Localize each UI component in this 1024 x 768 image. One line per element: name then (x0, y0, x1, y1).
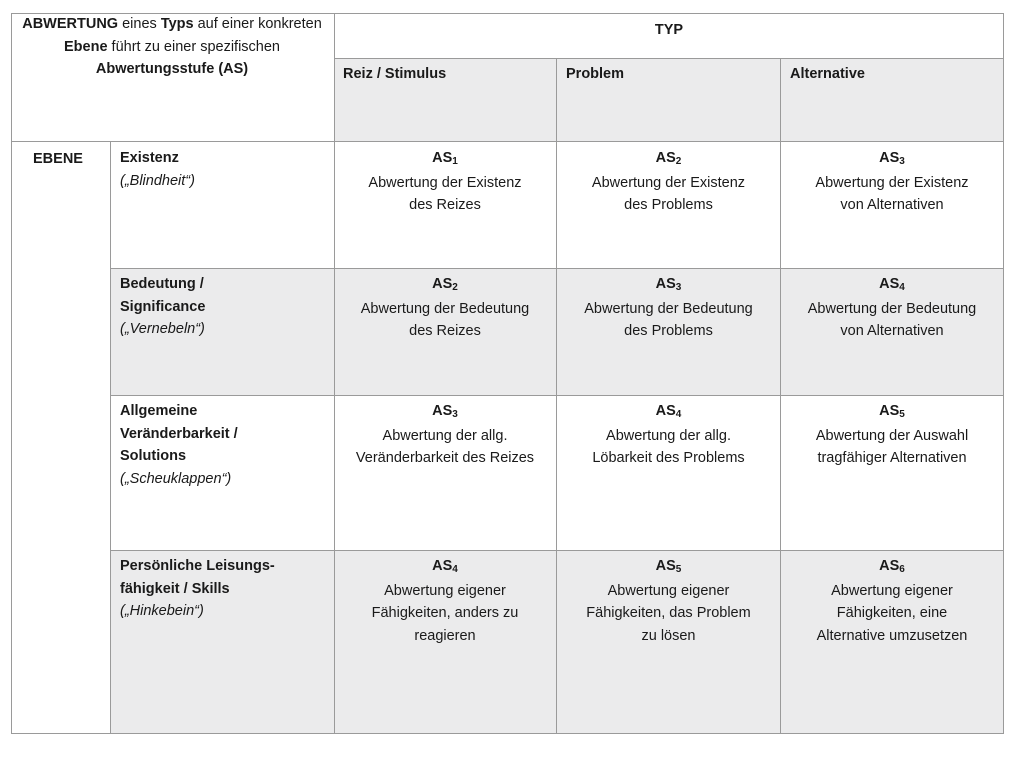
row-label-skills: Persönliche Leisungs- fähigkeit / Skills („Hinkebein“) (120, 558, 275, 619)
column-header-reiz: Reiz / Stimulus (343, 66, 447, 82)
cell-existenz-reiz: $AS_1$ Abwertung der Existenz des Reizes (368, 150, 522, 213)
cell-existenz-alternative: $AS_3$ Abwertung der Existenz von Alternativen (815, 150, 969, 213)
cell-skills-problem: $AS_5$ Abwertung eigener Fähigkeiten, das Problem zu lösen (586, 558, 751, 644)
row-label-bedeutung: Bedeutung / Significance („Vernebeln“) (120, 276, 206, 337)
cell-skills-alternative: $AS_6$ Abwertung eigener Fähigkeiten, eine Alternative umzusetzen (816, 558, 968, 644)
cell-veraenderbarkeit-reiz: $AS_3$ Abwertung der allg. Veränderbarkeit des Reizes (355, 403, 535, 466)
column-header-alternative: Alternative (790, 66, 865, 82)
column-header-problem: Problem (566, 66, 625, 82)
cell-veraenderbarkeit-alternative: $AS_5$ Abwertung der Auswahl tragfähiger Alternativen (815, 403, 969, 466)
cell-existenz-problem: $AS_2$ Abwertung der Existenz des Problems (591, 150, 746, 213)
cell-bedeutung-alternative: $AS_4$ Abwertung der Bedeutung von Alternativen (807, 276, 977, 339)
ebene-header: EBENE (33, 151, 83, 167)
cell-bedeutung-reiz: $AS_2$ Abwertung der Bedeutung des Reizes (360, 276, 530, 339)
table-description: ABWERTUNG eines Typs auf einer konkreten Ebene führt zu einer spezifischen Abwertungsstufe (AS) (22, 16, 322, 77)
cell-veraenderbarkeit-problem: $AS_4$ Abwertung der allg. Löbarkeit des Problems (592, 403, 745, 466)
cell-skills-reiz: $AS_4$ Abwertung eigener Fähigkeiten, anders zu reagieren (371, 558, 519, 644)
cell-bedeutung-problem: $AS_3$ Abwertung der Bedeutung des Problems (584, 276, 753, 339)
typ-header: TYP (654, 22, 684, 38)
row-label-veraenderbarkeit: Allgemeine Veränderbarkeit / Solutions („Scheuklappen“) (120, 403, 238, 487)
row-label-existenz: Existenz („Blindheit“) (120, 150, 195, 189)
